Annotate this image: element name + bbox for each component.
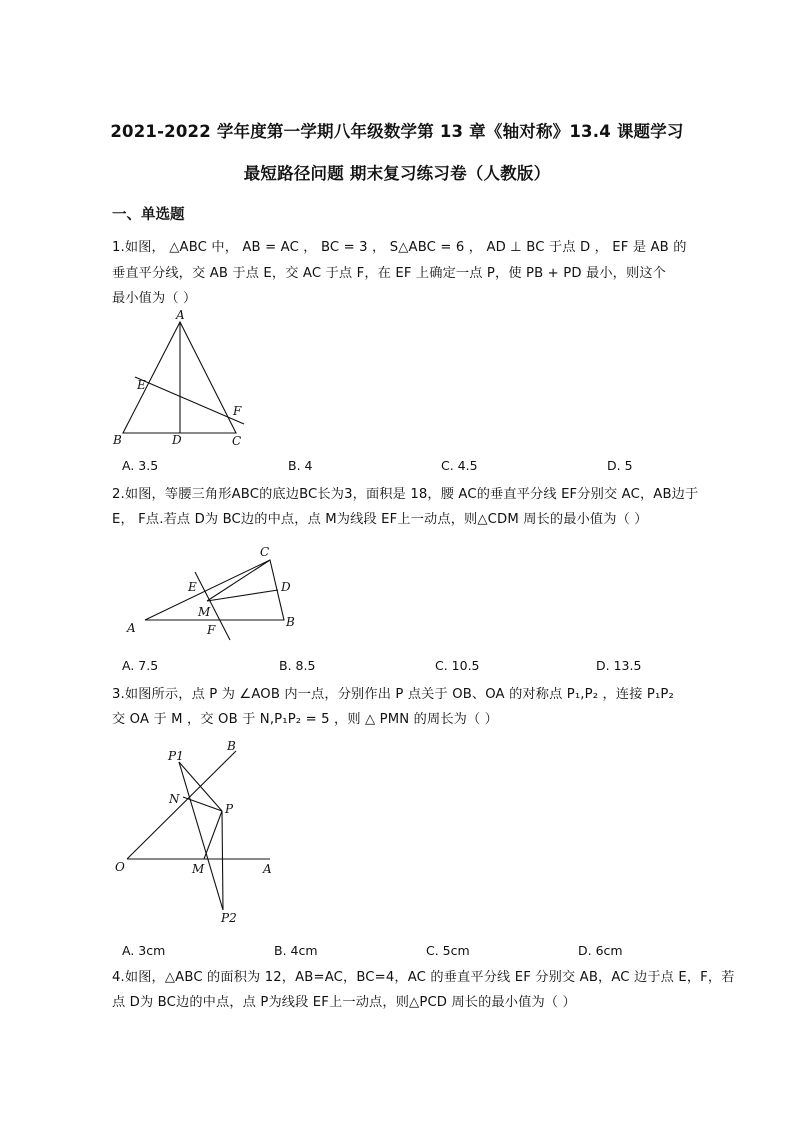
label-m: M: [192, 862, 205, 876]
question-2-option-a: A. 7.5: [122, 658, 159, 673]
label-c: C: [232, 434, 242, 448]
label-c: C: [260, 545, 270, 559]
label-a: A: [127, 621, 136, 635]
question-1-option-c: C. 4.5: [441, 458, 478, 473]
label-f: F: [233, 404, 242, 418]
label-f: F: [207, 623, 216, 637]
ray-ob: [127, 751, 236, 859]
label-e: E: [188, 580, 197, 594]
label-b: B: [227, 739, 236, 753]
segment-pp2: [222, 811, 223, 910]
question-2-line-1: 2.如图，等腰三角形ABC的底边BC长为3，面积是 18，腰 AC的垂直平分线 EF分别交 AC，AB边于: [112, 487, 699, 502]
document-title-line1: 2021-2022 学年度第一学期八年级数学第 13 章《轴对称》13.4 课题学习: [110, 122, 684, 141]
section-heading: 一、单选题: [112, 207, 185, 223]
label-m: M: [198, 605, 211, 619]
question-3-option-d: D. 6cm: [578, 943, 623, 958]
question-4-line-1: 4.如图，△ABC 的面积为 12，AB=AC，BC=4，AC 的垂直平分线 EF 分别交 AB，AC 边于点 E，F，若: [112, 970, 735, 985]
question-2-option-b: B. 8.5: [279, 658, 316, 673]
question-4-line-2: 点 D为 BC边的中点，点 P为线段 EF上一动点，则△PCD 周长的最小值为（ ）: [112, 995, 576, 1010]
segment-p1p2: [179, 762, 223, 910]
label-b: B: [113, 433, 122, 447]
question-1-option-a: A. 3.5: [122, 458, 159, 473]
question-2-option-d: D. 13.5: [596, 658, 642, 673]
label-p2: P2: [221, 911, 237, 925]
question-3-option-c: C. 5cm: [426, 943, 470, 958]
document-title-line2: 最短路径问题 期末复习练习卷（人教版）: [243, 164, 551, 183]
label-d: D: [281, 580, 291, 594]
label-b: B: [286, 615, 295, 629]
question-1-line-2: 垂直平分线，交 AB 于点 E，交 AC 于点 F，在 EF 上确定一点 P，使 PB + PD 最小，则这个: [112, 266, 667, 281]
label-p1: P1: [168, 749, 184, 763]
question-3-option-a: A. 3cm: [122, 943, 166, 958]
segment-pm: [204, 811, 222, 859]
question-1-option-b: B. 4: [288, 458, 313, 473]
label-o: O: [115, 860, 125, 874]
question-1-line-1: 1.如图， △ABC 中， AB = AC ， BC = 3 ， S△ABC = 6 ， AD ⊥ BC 于点 D ， EF 是 AB 的: [112, 240, 687, 255]
question-3-option-b: B. 4cm: [274, 943, 318, 958]
question-3-line-1: 3.如图所示，点 P 为 ∠AOB 内一点，分别作出 P 点关于 OB、OA 的对称点 P₁,P₂ ，连接 P₁P₂: [112, 687, 674, 702]
question-2-option-c: C. 10.5: [435, 658, 480, 673]
label-d: D: [172, 433, 182, 447]
label-p: P: [225, 802, 234, 816]
question-2-line-2: E， F点.若点 D为 BC边的中点，点 M为线段 EF上一动点，则△CDM 周长的最小值为（ ）: [112, 512, 648, 527]
label-n: N: [169, 792, 180, 806]
question-1-line-3: 最小值为（ ）: [112, 291, 197, 306]
question-3-line-2: 交 OA 于 M ，交 OB 于 N,P₁P₂ = 5 ，则 △ PMN 的周长为（ ）: [112, 712, 499, 727]
label-e: E: [137, 378, 146, 392]
label-a: A: [263, 862, 272, 876]
label-a: A: [176, 308, 185, 322]
question-1-option-d: D. 5: [607, 458, 633, 473]
